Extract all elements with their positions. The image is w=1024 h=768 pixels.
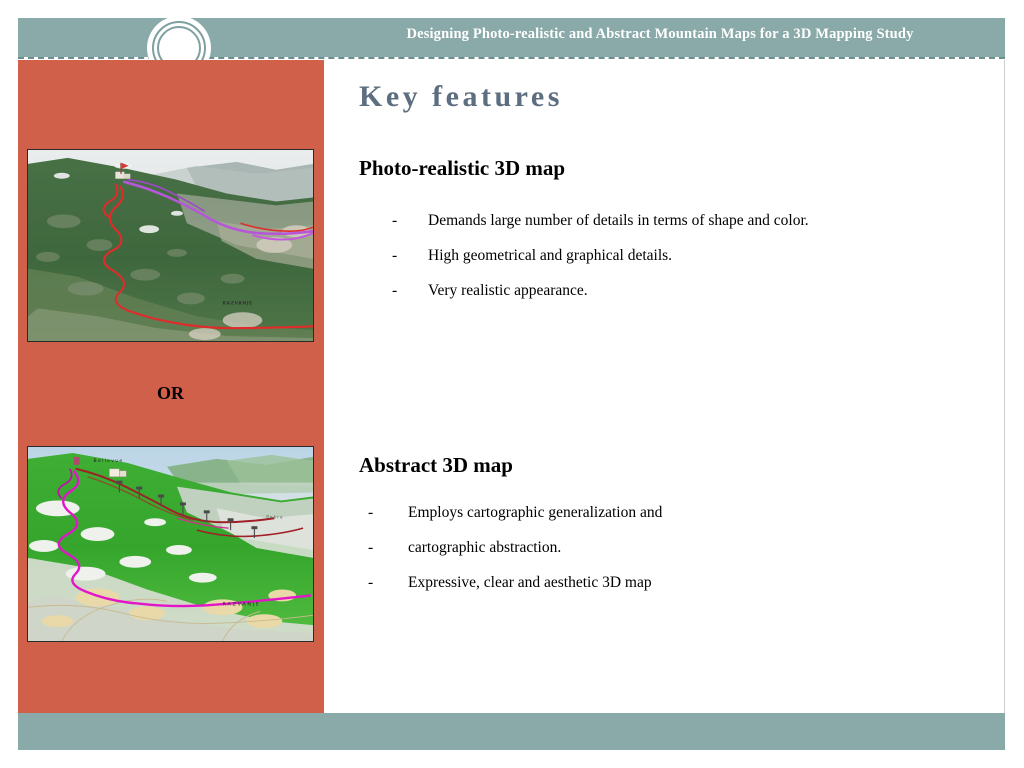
list-item-text: Demands large number of details in terms of shape and color. — [428, 212, 809, 229]
bullet-dash-icon: - — [368, 504, 374, 521]
section-heading-photo-realistic: Photo-realistic 3D map — [359, 156, 566, 180]
bullet-dash-icon: - — [368, 574, 374, 591]
list-item — [392, 273, 952, 308]
list-item-text: Expressive, clear and aesthetic 3D map — [408, 574, 652, 591]
page-title: Key features — [359, 80, 563, 113]
photo-realistic-3d-map-image — [27, 149, 314, 342]
list-item — [368, 495, 928, 530]
bullet-list-abstract — [368, 495, 928, 600]
header-title: Designing Photo-realistic and Abstract Mountain Maps for a 3D Mapping Study — [406, 26, 914, 42]
list-item — [392, 203, 952, 238]
footer-bar — [18, 713, 1005, 750]
bullet-dash-icon: - — [368, 539, 374, 556]
list-item-text: Very realistic appearance. — [428, 282, 588, 299]
or-divider-label: OR — [157, 383, 184, 403]
svg-text:RAZVANJE: RAZVANJE — [222, 602, 261, 608]
list-item — [368, 565, 928, 600]
bullet-list-photo-realistic — [392, 203, 952, 308]
bullet-dash-icon: - — [392, 282, 398, 299]
bullet-dash-icon: - — [392, 247, 398, 264]
svg-text:Pekre: Pekre — [266, 514, 284, 520]
svg-text:RAZVANJE: RAZVANJE — [222, 301, 253, 307]
list-item-text: High geometrical and graphical details. — [428, 247, 673, 264]
bullet-dash-icon: - — [392, 212, 398, 229]
svg-text:Bellevue: Bellevue — [93, 458, 124, 464]
list-item — [392, 238, 952, 273]
list-item-text: cartographic abstraction. — [408, 539, 562, 556]
list-item-text: Employs cartographic generalization and — [408, 504, 663, 521]
section-heading-abstract: Abstract 3D map — [359, 453, 513, 477]
list-item — [368, 530, 928, 565]
abstract-3d-map-image — [27, 446, 314, 642]
